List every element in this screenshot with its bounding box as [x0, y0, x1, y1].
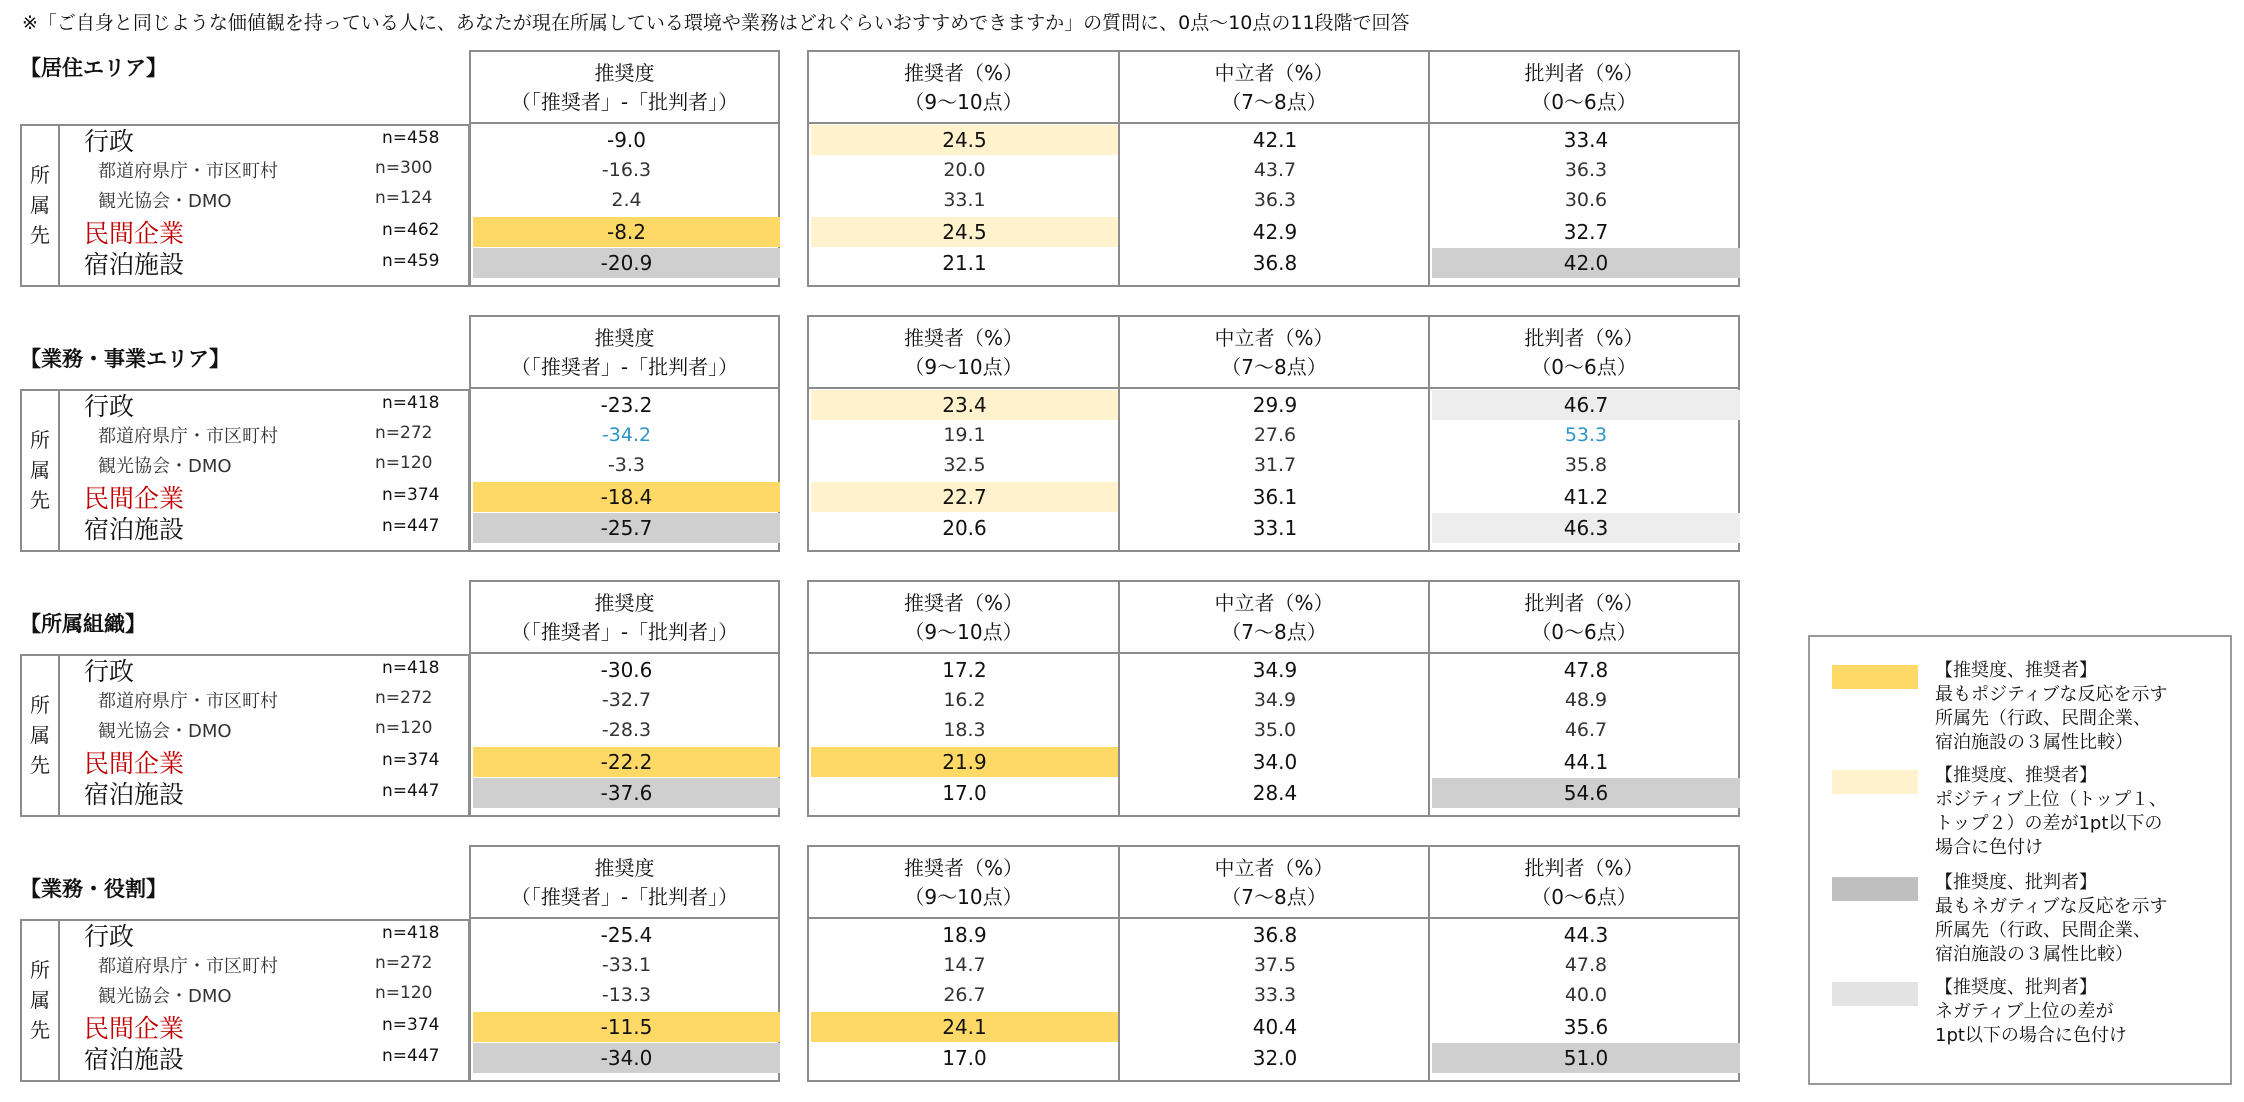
nps-data-box	[469, 917, 780, 1082]
header-line: 推奨者（%）	[903, 326, 1023, 350]
value-cell: 32.7	[1563, 220, 1609, 244]
value-cell: -23.2	[600, 393, 653, 417]
value-cell: 32.5	[943, 454, 986, 476]
legend-line: 宿泊施設の３属性比較）	[1935, 732, 2133, 753]
header-line: （9〜10点）	[904, 620, 1023, 644]
legend-line: 所属先（行政、民間企業、	[1935, 920, 2151, 941]
sample-size: n=272	[375, 953, 433, 973]
table-section	[20, 580, 1740, 815]
value-cell: 28.4	[1252, 781, 1298, 805]
header-line: 中立者（%）	[1214, 61, 1334, 85]
value-cell: 2.4	[611, 189, 642, 211]
value-cell: 18.3	[943, 719, 986, 741]
column-header	[1118, 845, 1428, 919]
header-line: （9〜10点）	[904, 355, 1023, 379]
value-cell: 42.0	[1432, 248, 1740, 278]
value-cell: 33.1	[943, 189, 986, 211]
value-cell: 42.1	[1252, 128, 1298, 152]
value-cell: 40.0	[1564, 984, 1608, 1006]
label-divider	[58, 126, 60, 285]
value-cell: 36.3	[1253, 189, 1297, 211]
column-header	[469, 50, 780, 124]
value-cell: 44.1	[1563, 750, 1609, 774]
column-header	[807, 315, 1118, 389]
column-header	[807, 845, 1118, 919]
vertical-label-char: 属	[30, 458, 50, 482]
legend-text	[1935, 764, 2167, 860]
legend-line: 【推奨度、批判者】	[1935, 977, 2097, 998]
value-cell: -37.6	[473, 778, 780, 808]
value-cell: 22.7	[811, 482, 1118, 512]
section-title: 【業務・役割】	[20, 877, 167, 901]
legend-line: ネガティブ上位の差が	[1935, 1001, 2114, 1022]
value-cell: 20.6	[942, 516, 987, 540]
sample-size: n=447	[382, 781, 440, 801]
header-line: 推奨度	[594, 61, 655, 85]
header-line: （7〜8点）	[1221, 620, 1327, 644]
value-cell: -28.3	[601, 719, 652, 741]
value-cell: 34.9	[1253, 689, 1297, 711]
header-line: 推奨者（%）	[903, 591, 1023, 615]
row-label: 都道府県庁・市区町村	[98, 426, 278, 447]
row-label: 都道府県庁・市区町村	[98, 161, 278, 182]
nps-data-box	[469, 122, 780, 287]
value-cell: 20.0	[943, 159, 986, 181]
label-divider	[58, 391, 60, 550]
legend-text	[1935, 659, 2168, 755]
value-cell: 47.8	[1564, 954, 1608, 976]
row-label: 宿泊施設	[84, 1045, 185, 1074]
value-cell: -9.0	[606, 128, 647, 152]
header-line: （0〜6点）	[1531, 355, 1637, 379]
header-line: 推奨度	[594, 326, 655, 350]
column-divider	[1428, 654, 1430, 815]
legend-swatch	[1832, 770, 1918, 794]
value-cell: -18.4	[473, 482, 780, 512]
column-divider	[1428, 124, 1430, 285]
column-divider	[1428, 919, 1430, 1080]
header-line: （9〜10点）	[904, 885, 1023, 909]
value-cell: 47.8	[1563, 658, 1609, 682]
value-cell: -34.0	[473, 1043, 780, 1073]
value-cell: 14.7	[943, 954, 986, 976]
pct-data-box	[807, 917, 1740, 1082]
column-header	[1428, 315, 1740, 389]
value-cell: 34.9	[1252, 658, 1298, 682]
sample-size: n=272	[375, 688, 433, 708]
section-title: 【業務・事業エリア】	[20, 347, 230, 371]
sample-size: n=447	[382, 1046, 440, 1066]
header-line: 推奨者（%）	[903, 856, 1023, 880]
value-cell: 48.9	[1564, 689, 1608, 711]
value-cell: 35.8	[1564, 454, 1608, 476]
value-cell: 24.1	[811, 1012, 1118, 1042]
value-cell: -3.3	[607, 454, 646, 476]
value-cell: 33.3	[1253, 984, 1297, 1006]
value-cell: 33.4	[1563, 128, 1609, 152]
value-cell: 51.0	[1432, 1043, 1740, 1073]
sample-size: n=374	[382, 1015, 440, 1035]
sample-size: n=124	[375, 188, 433, 208]
vertical-label-char: 先	[30, 488, 50, 512]
sample-size: n=300	[375, 158, 433, 178]
value-cell: 23.4	[811, 390, 1118, 420]
header-line: （「推奨者」-「批判者」）	[510, 620, 739, 644]
value-cell: 30.6	[1564, 189, 1608, 211]
vertical-category-label	[22, 160, 58, 250]
column-header	[1428, 845, 1740, 919]
header-line: （9〜10点）	[904, 90, 1023, 114]
header-line: （「推奨者」-「批判者」）	[510, 90, 739, 114]
value-cell: 46.3	[1432, 513, 1740, 543]
header-line: 推奨者（%）	[903, 61, 1023, 85]
row-label: 民間企業	[84, 484, 185, 513]
header-line: （7〜8点）	[1221, 885, 1327, 909]
vertical-category-label	[22, 425, 58, 515]
value-cell: 21.9	[811, 747, 1118, 777]
sample-size: n=462	[382, 220, 440, 240]
label-divider	[58, 921, 60, 1080]
value-cell: 36.3	[1564, 159, 1608, 181]
column-divider	[1428, 389, 1430, 550]
legend-line: 【推奨度、推奨者】	[1935, 660, 2097, 681]
legend-line: 【推奨度、批判者】	[1935, 872, 2097, 893]
value-cell: 26.7	[943, 984, 986, 1006]
value-cell: 34.0	[1252, 750, 1298, 774]
table-section	[20, 50, 1740, 285]
column-header	[1428, 50, 1740, 124]
vertical-label-char: 属	[30, 988, 50, 1012]
pct-data-box	[807, 652, 1740, 817]
pct-data-box	[807, 122, 1740, 287]
legend-swatch	[1832, 877, 1918, 901]
value-cell: 35.0	[1253, 719, 1297, 741]
value-cell: 36.8	[1252, 923, 1298, 947]
header-line: 批判者（%）	[1524, 326, 1644, 350]
color-legend	[1808, 635, 2232, 1085]
column-divider	[1118, 124, 1120, 285]
header-line: 中立者（%）	[1214, 326, 1334, 350]
value-cell: 27.6	[1253, 424, 1297, 446]
value-cell: 54.6	[1432, 778, 1740, 808]
value-cell: 42.9	[1252, 220, 1298, 244]
value-cell: -32.7	[601, 689, 652, 711]
value-cell: 24.5	[811, 125, 1118, 155]
header-line: 推奨度	[594, 591, 655, 615]
legend-line: トップ２）の差が1pt以下の	[1935, 813, 2163, 834]
legend-line: 【推奨度、推奨者】	[1935, 765, 2097, 786]
vertical-label-char: 属	[30, 193, 50, 217]
sample-size: n=458	[382, 128, 440, 148]
row-label: 都道府県庁・市区町村	[98, 956, 278, 977]
value-cell: 35.6	[1563, 1015, 1609, 1039]
column-header	[469, 845, 780, 919]
value-cell: -16.3	[601, 159, 652, 181]
header-line: （「推奨者」-「批判者」）	[510, 355, 739, 379]
header-line: （0〜6点）	[1531, 620, 1637, 644]
pct-data-box	[807, 387, 1740, 552]
section-title: 【居住エリア】	[20, 56, 167, 80]
vertical-label-char: 所	[30, 958, 50, 982]
sample-size: n=447	[382, 516, 440, 536]
legend-text	[1935, 976, 2127, 1048]
value-cell: -30.6	[600, 658, 653, 682]
legend-line: 1pt以下の場合に色付け	[1935, 1025, 2127, 1046]
value-cell: -13.3	[601, 984, 652, 1006]
label-divider	[58, 656, 60, 815]
value-cell: -11.5	[473, 1012, 780, 1042]
value-cell: -33.1	[601, 954, 652, 976]
column-divider	[1118, 389, 1120, 550]
legend-text	[1935, 871, 2168, 967]
header-line: （0〜6点）	[1531, 885, 1637, 909]
column-header	[807, 50, 1118, 124]
value-cell: 17.0	[942, 1046, 987, 1070]
row-label: 行政	[84, 657, 135, 686]
header-line: （7〜8点）	[1221, 90, 1327, 114]
vertical-label-char: 先	[30, 223, 50, 247]
row-label: 観光協会・DMO	[98, 721, 232, 742]
table-section	[20, 845, 1740, 1080]
value-cell: 40.4	[1252, 1015, 1298, 1039]
column-header	[469, 315, 780, 389]
legend-line: 最もネガティブな反応を示す	[1935, 896, 2168, 917]
sample-size: n=418	[382, 923, 440, 943]
vertical-label-char: 所	[30, 693, 50, 717]
row-label: 宿泊施設	[84, 780, 185, 809]
legend-swatch	[1832, 665, 1918, 689]
column-header	[1428, 580, 1740, 654]
value-cell: 17.2	[942, 658, 987, 682]
row-label: 観光協会・DMO	[98, 191, 232, 212]
legend-line: ポジティブ上位（トップ１、	[1935, 789, 2168, 810]
value-cell: 33.1	[1252, 516, 1298, 540]
row-label: 民間企業	[84, 749, 185, 778]
nps-data-box	[469, 652, 780, 817]
row-label: 都道府県庁・市区町村	[98, 691, 278, 712]
sample-size: n=459	[382, 251, 440, 271]
row-label: 行政	[84, 922, 135, 951]
row-label: 観光協会・DMO	[98, 986, 232, 1007]
vertical-label-char: 所	[30, 428, 50, 452]
header-line: 批判者（%）	[1524, 61, 1644, 85]
table-section	[20, 315, 1740, 550]
row-label: 行政	[84, 127, 135, 156]
sample-size: n=120	[375, 453, 433, 473]
row-label: 宿泊施設	[84, 250, 185, 279]
value-cell: -20.9	[473, 248, 780, 278]
value-cell: 44.3	[1563, 923, 1609, 947]
value-cell: -22.2	[473, 747, 780, 777]
row-label: 観光協会・DMO	[98, 456, 232, 477]
vertical-label-char: 先	[30, 1018, 50, 1042]
legend-line: 場合に色付け	[1935, 837, 2043, 858]
sample-size: n=418	[382, 393, 440, 413]
value-cell: 18.9	[942, 923, 987, 947]
value-cell: 43.7	[1253, 159, 1297, 181]
header-line: 批判者（%）	[1524, 591, 1644, 615]
sample-size: n=418	[382, 658, 440, 678]
value-cell: 29.9	[1252, 393, 1298, 417]
vertical-label-char: 先	[30, 753, 50, 777]
vertical-category-label	[22, 955, 58, 1045]
legend-line: 宿泊施設の３属性比較）	[1935, 944, 2133, 965]
row-label: 行政	[84, 392, 135, 421]
value-cell: 37.5	[1253, 954, 1297, 976]
column-header	[1118, 50, 1428, 124]
value-cell: 46.7	[1564, 719, 1608, 741]
sample-size: n=374	[382, 485, 440, 505]
value-cell: 16.2	[943, 689, 986, 711]
sample-size: n=120	[375, 718, 433, 738]
sample-size: n=120	[375, 983, 433, 1003]
value-cell: 19.1	[943, 424, 986, 446]
value-cell: 24.5	[811, 217, 1118, 247]
row-label: 宿泊施設	[84, 515, 185, 544]
section-title: 【所属組織】	[20, 612, 146, 636]
vertical-label-char: 属	[30, 723, 50, 747]
value-cell: 31.7	[1253, 454, 1297, 476]
column-header	[1118, 580, 1428, 654]
row-label: 民間企業	[84, 1014, 185, 1043]
header-line: 中立者（%）	[1214, 591, 1334, 615]
value-cell: -34.2	[601, 424, 652, 446]
column-divider	[1118, 919, 1120, 1080]
header-line: 中立者（%）	[1214, 856, 1334, 880]
header-line: （7〜8点）	[1221, 355, 1327, 379]
column-header	[807, 580, 1118, 654]
value-cell: 21.1	[942, 251, 987, 275]
header-line: 批判者（%）	[1524, 856, 1644, 880]
vertical-category-label	[22, 690, 58, 780]
value-cell: -25.7	[473, 513, 780, 543]
question-note: ※「ご自身と同じような価値観を持っている人に、あなたが現在所属している環境や業務はどれぐらいおすすめできますか」の質問に、0点〜10点の11段階で回答	[22, 12, 1410, 34]
value-cell: 46.7	[1432, 390, 1740, 420]
value-cell: 41.2	[1563, 485, 1609, 509]
legend-swatch	[1832, 982, 1918, 1006]
value-cell: -8.2	[473, 217, 780, 247]
sample-size: n=272	[375, 423, 433, 443]
column-divider	[1118, 654, 1120, 815]
header-line: 推奨度	[594, 856, 655, 880]
row-label: 民間企業	[84, 219, 185, 248]
value-cell: -25.4	[600, 923, 653, 947]
value-cell: 17.0	[942, 781, 987, 805]
value-cell: 32.0	[1252, 1046, 1298, 1070]
value-cell: 36.1	[1252, 485, 1298, 509]
legend-line: 所属先（行政、民間企業、	[1935, 708, 2151, 729]
legend-line: 最もポジティブな反応を示す	[1935, 684, 2168, 705]
vertical-label-char: 所	[30, 163, 50, 187]
value-cell: 53.3	[1564, 424, 1608, 446]
nps-data-box	[469, 387, 780, 552]
value-cell: 36.8	[1252, 251, 1298, 275]
column-header	[1118, 315, 1428, 389]
header-line: （「推奨者」-「批判者」）	[510, 885, 739, 909]
header-line: （0〜6点）	[1531, 90, 1637, 114]
sample-size: n=374	[382, 750, 440, 770]
column-header	[469, 580, 780, 654]
